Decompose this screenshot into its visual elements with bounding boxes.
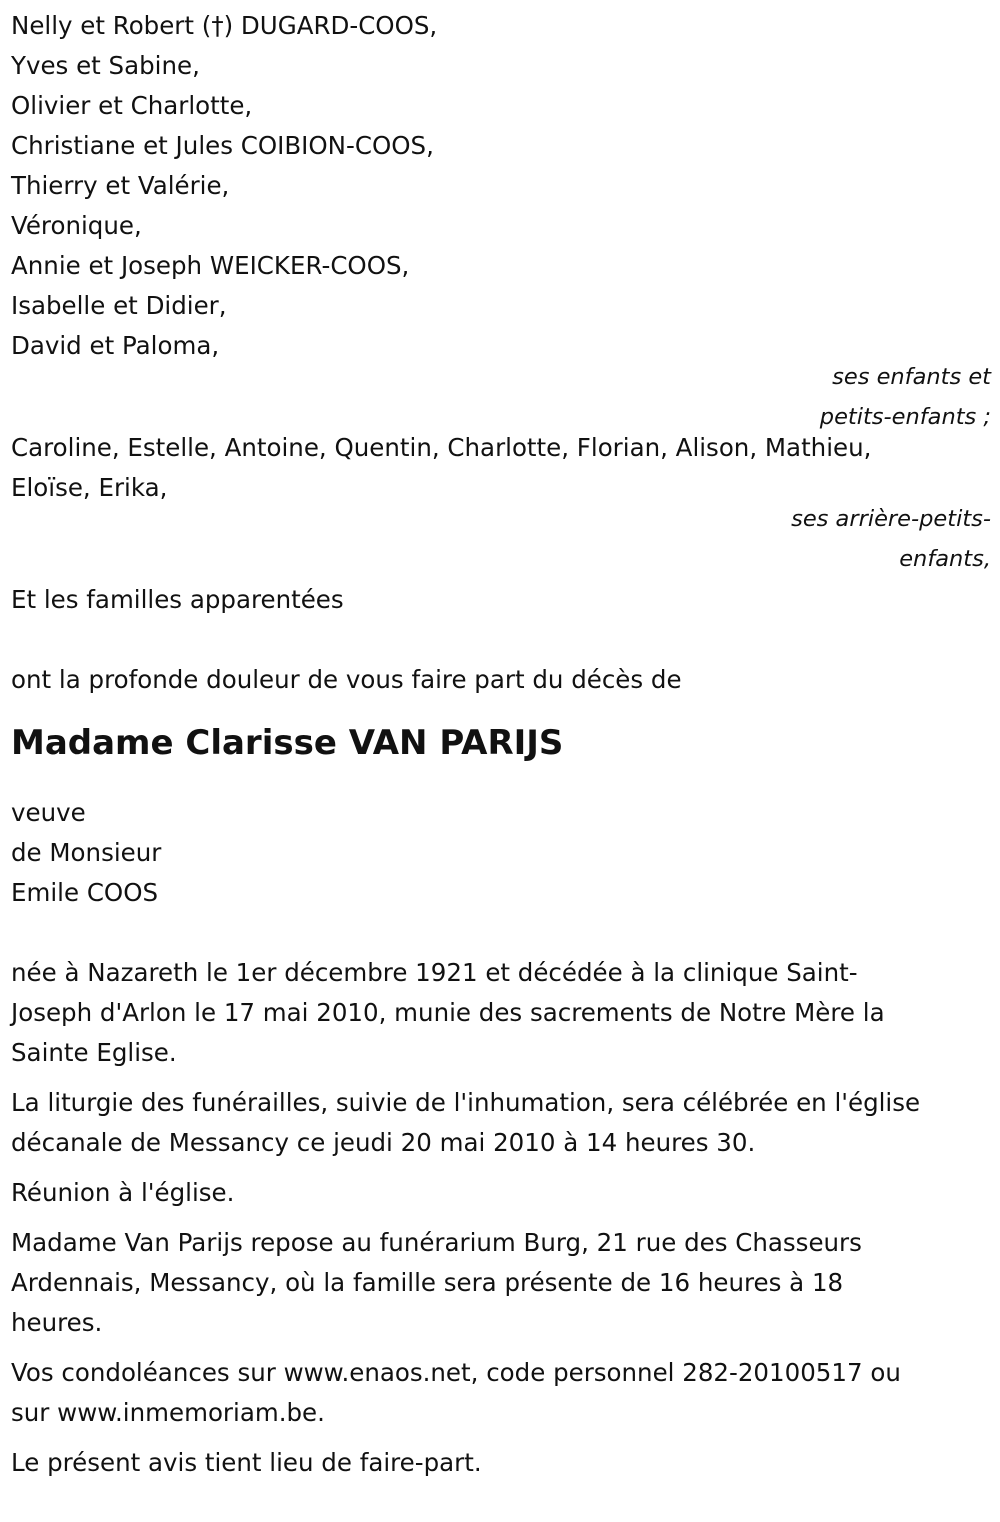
condolences-paragraph (11, 1353, 991, 1433)
family-line: Thierry et Valérie, (11, 171, 230, 200)
family-line: Olivier et Charlotte, (11, 91, 253, 120)
family-line: Yves et Sabine, (11, 51, 200, 80)
paragraph-line: décanale de Messancy ce jeudi 20 mai 2010 à 14 heures 30. (11, 1128, 756, 1157)
great-grandchildren-line: Caroline, Estelle, Antoine, Quentin, Charlotte, Florian, Alison, Mathieu, (11, 433, 872, 462)
death-notice (11, 6, 991, 1493)
great-role-line: enfants, (899, 546, 991, 572)
family-line: Isabelle et Didier, (11, 291, 227, 320)
family-line: Christiane et Jules COIBION-COOS, (11, 131, 434, 160)
paragraph-line: La liturgie des funérailles, suivie de l'inhumation, sera célébrée en l'église (11, 1088, 921, 1117)
widow-line: de Monsieur (11, 838, 162, 867)
announcement: ont la profonde douleur de vous faire part du décès de (11, 665, 682, 694)
paragraph-line: Joseph d'Arlon le 17 mai 2010, munie des sacrements de Notre Mère la (11, 998, 885, 1027)
related-families: Et les familles apparentées (11, 585, 344, 614)
great-grandchildren-list (11, 428, 991, 508)
children-list (11, 6, 991, 366)
family-line: David et Paloma, (11, 331, 220, 360)
meeting-paragraph (11, 1173, 991, 1213)
paragraph-line: Réunion à l'église. (11, 1178, 235, 1207)
widow-line: veuve (11, 798, 86, 827)
family-line: Annie et Joseph WEICKER-COOS, (11, 251, 410, 280)
paragraph-line: Madame Van Parijs repose au funérarium Burg, 21 rue des Chasseurs (11, 1228, 862, 1257)
family-line: Véronique, (11, 211, 142, 240)
great-grandchildren-line: Eloïse, Erika, (11, 473, 168, 502)
paragraph-line: Ardennais, Messancy, où la famille sera présente de 16 heures à 18 (11, 1268, 844, 1297)
children-role-line: petits-enfants ; (819, 404, 991, 430)
deceased-name: Madame Clarisse VAN PARIJS (11, 723, 564, 763)
birth-death-paragraph (11, 953, 991, 1073)
widow-line: Emile COOS (11, 878, 159, 907)
paragraph-line: sur www.inmemoriam.be. (11, 1398, 325, 1427)
children-role (11, 357, 991, 437)
family-line: Nelly et Robert (†) DUGARD-COOS, (11, 11, 438, 40)
paragraph-line: heures. (11, 1308, 103, 1337)
paragraph-line: née à Nazareth le 1er décembre 1921 et décédée à la clinique Saint- (11, 958, 858, 987)
funeral-home-paragraph (11, 1223, 991, 1343)
liturgy-paragraph (11, 1083, 991, 1163)
great-role-line: ses arrière-petits- (791, 506, 991, 532)
paragraph-line: Le présent avis tient lieu de faire-part. (11, 1448, 482, 1477)
widow-of (11, 793, 991, 913)
paragraph-line: Sainte Eglise. (11, 1038, 177, 1067)
children-role-line: ses enfants et (832, 364, 991, 390)
paragraph-line: Vos condoléances sur www.enaos.net, code personnel 282-20100517 ou (11, 1358, 901, 1387)
great-grandchildren-role (11, 499, 991, 579)
notice-paragraph (11, 1443, 991, 1483)
